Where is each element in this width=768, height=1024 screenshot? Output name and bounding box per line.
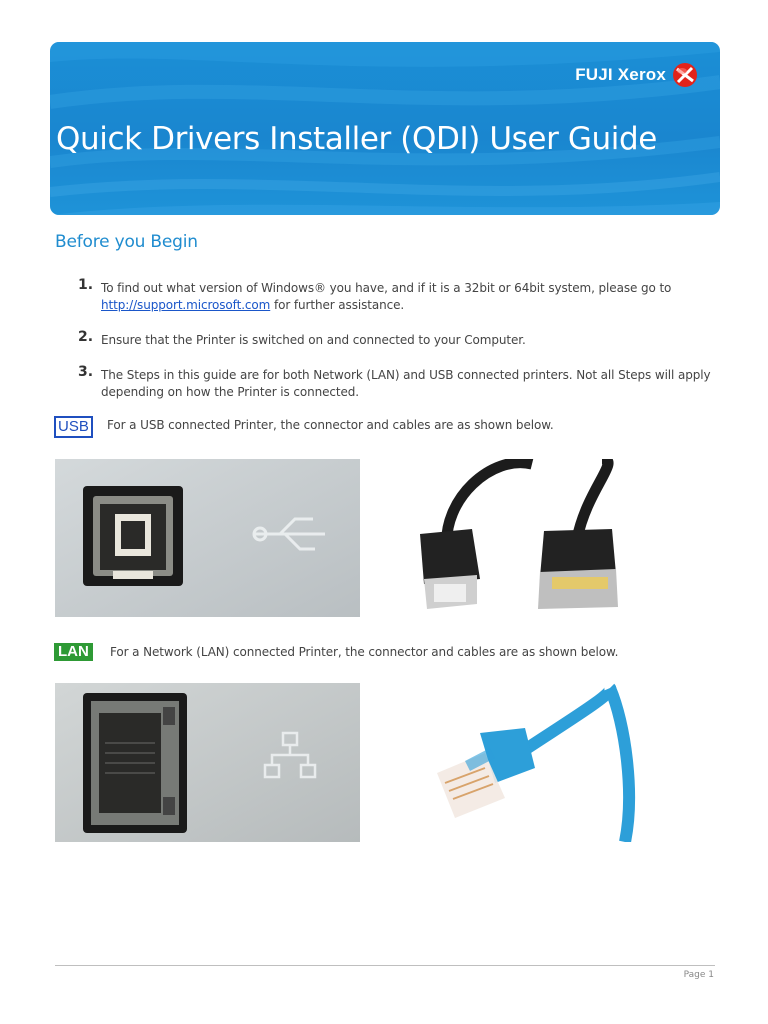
microsoft-support-link[interactable]: http://support.microsoft.com	[101, 298, 271, 312]
usb-port-photo	[55, 459, 360, 617]
page-number: Page 1	[683, 970, 714, 980]
brand-name: FUJI Xerox	[575, 65, 666, 84]
step-text: Ensure that the Printer is switched on and connected to your Computer.	[101, 333, 526, 347]
lan-description: For a Network (LAN) connected Printer, the connector and cables are as shown below.	[110, 645, 619, 659]
step-item-1	[78, 277, 718, 314]
step-item-3	[78, 364, 718, 401]
usb-description: For a USB connected Printer, the connector and cables are as shown below.	[107, 418, 554, 432]
usb-cable-photo	[372, 459, 650, 617]
lan-badge: LAN	[54, 643, 93, 661]
header-banner	[50, 42, 720, 215]
step-text	[101, 280, 718, 314]
lan-port-photo	[55, 683, 360, 842]
step-text-before-link: To find out what version of Windows® you have, and if it is a 32bit or 64bit system, please go to	[101, 281, 672, 295]
step-text: The Steps in this guide are for both Network (LAN) and USB connected printers. Not all Steps will apply depending on how the Printer is connected.	[101, 368, 711, 399]
fuji-xerox-logo	[575, 62, 698, 88]
page-title: Quick Drivers Installer (QDI) User Guide	[56, 121, 657, 157]
step-number: 3.	[78, 364, 94, 380]
lan-cable-photo	[425, 683, 650, 842]
step-item-2	[78, 329, 718, 349]
section-heading: Before you Begin	[55, 232, 198, 252]
step-text-after-link: for further assistance.	[270, 298, 405, 312]
xerox-sphere-icon	[672, 62, 698, 88]
step-number: 1.	[78, 277, 94, 293]
footer-divider	[55, 965, 715, 966]
step-number: 2.	[78, 329, 94, 345]
usb-badge: USB	[54, 416, 93, 438]
